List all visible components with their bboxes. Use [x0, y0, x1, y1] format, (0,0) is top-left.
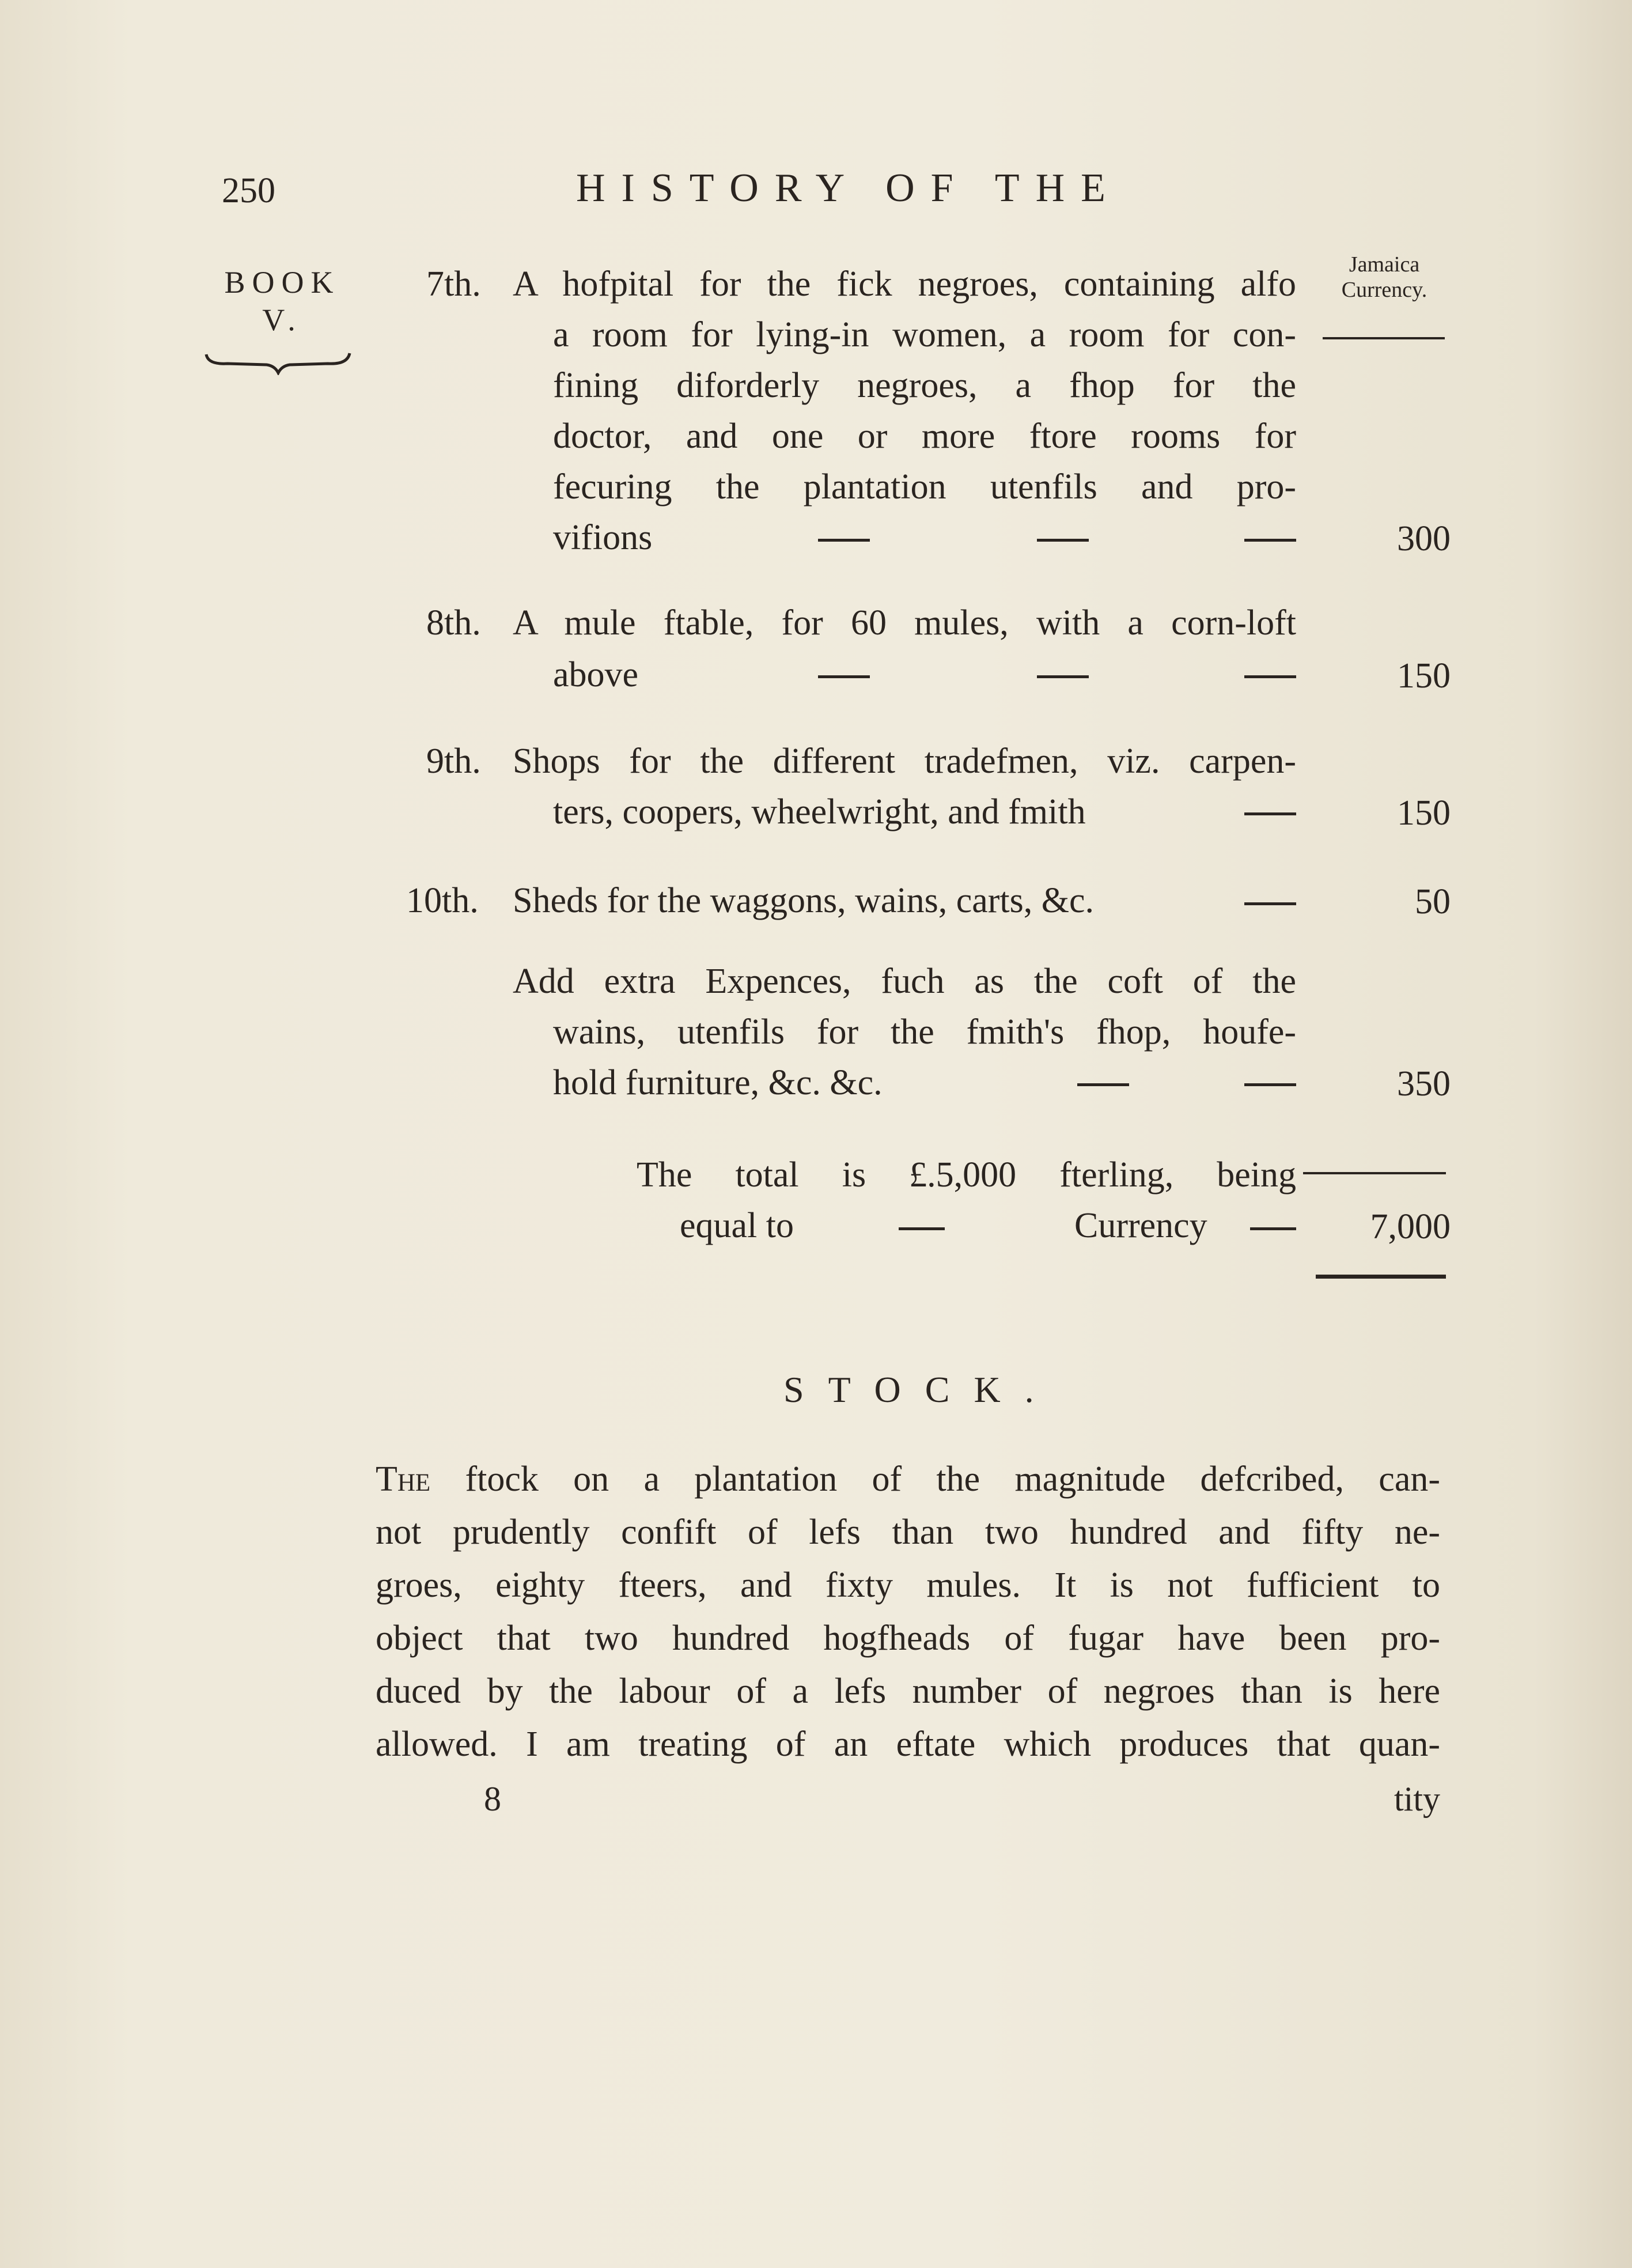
currency-column-header	[1318, 252, 1451, 303]
item-line: fining diforderly negroes, a fhop for the	[553, 368, 1296, 405]
brace-ornament	[205, 349, 351, 375]
item-line: doctor, and one or more ftore rooms for	[553, 418, 1296, 456]
dash-leader	[1244, 1083, 1296, 1086]
item-line: a room for lying-in women, a room for con-	[553, 317, 1296, 354]
item-amount: 150	[1397, 656, 1451, 695]
item-number: 7th.	[426, 264, 481, 304]
page-number: 250	[222, 171, 275, 210]
dash-leader	[1244, 812, 1296, 815]
dash-leader	[1244, 902, 1296, 905]
catchword: tity	[1394, 1780, 1440, 1818]
paragraph-initial-word: The	[376, 1461, 431, 1499]
total-rule-bottom	[1316, 1275, 1446, 1279]
item-line: Shops for the different tradefmen, viz. carpen-	[513, 743, 1296, 781]
dash-leader	[818, 539, 870, 542]
item-line: Sheds for the waggons, wains, carts, &c.	[513, 883, 1095, 920]
dash-leader	[818, 675, 870, 678]
item-line: vifions	[553, 520, 653, 557]
total-rule-top	[1303, 1172, 1446, 1174]
signature-mark: 8	[484, 1780, 501, 1818]
dash-leader	[899, 1227, 945, 1230]
item-line: wains, utenfils for the fmith's fhop, houfe-	[553, 1014, 1296, 1052]
running-title: HISTORY OF THE	[576, 166, 1122, 210]
book-marginal-note	[207, 264, 357, 339]
item-line: A mule ftable, for 60 mules, with a corn-loft	[513, 605, 1296, 642]
total-line: equal to	[680, 1208, 794, 1245]
paragraph-line: object that two hundred hogfheads of fugar have been pro-	[376, 1620, 1440, 1658]
dash-leader	[1244, 539, 1296, 542]
column-header-rule	[1323, 337, 1445, 339]
total-line: The total is £.5,000 fterling, being	[637, 1157, 1296, 1195]
item-line: above	[553, 657, 639, 694]
total-amount: 7,000	[1370, 1207, 1451, 1246]
item-line: A hofpital for the fick negroes, containing alfo	[513, 266, 1296, 304]
dash-leader	[1037, 675, 1089, 678]
dash-leader	[1077, 1083, 1129, 1086]
item-line: Add extra Expences, fuch as the coft of the	[513, 963, 1296, 1001]
item-amount: 50	[1415, 882, 1451, 921]
item-line: hold furniture, &c. &c.	[553, 1065, 883, 1102]
item-number: 8th.	[426, 603, 481, 642]
item-line: ters, coopers, wheelwright, and fmith	[553, 794, 1086, 831]
paragraph-line: not prudently confift of lefs than two hundred and fifty ne-	[376, 1514, 1440, 1552]
paragraph-line: duced by the labour of a lefs number of negroes than is here	[376, 1673, 1440, 1711]
item-amount: 350	[1397, 1064, 1451, 1103]
currency-header-line2: Currency.	[1341, 277, 1427, 302]
dash-leader	[1244, 675, 1296, 678]
paragraph-line	[376, 1461, 1440, 1503]
item-number: 10th.	[406, 881, 479, 920]
dash-leader	[1250, 1227, 1296, 1230]
book-label: BOOK	[224, 265, 340, 300]
item-amount: 150	[1397, 793, 1451, 833]
total-currency-label: Currency	[1074, 1208, 1207, 1245]
currency-header-line1: Jamaica	[1349, 252, 1420, 277]
book-number: V.	[262, 302, 302, 337]
section-heading: STOCK.	[783, 1369, 1058, 1410]
dash-leader	[1037, 539, 1089, 542]
paragraph-line-text: ftock on a plantation of the magnitude defcribed, can-	[430, 1461, 1440, 1499]
paragraph-line: allowed. I am treating of an eftate which produces that quan-	[376, 1726, 1440, 1764]
paragraph-line: groes, eighty fteers, and fixty mules. It is not fufficient to	[376, 1567, 1440, 1605]
item-number: 9th.	[426, 742, 481, 781]
item-line: fecuring the plantation utenfils and pro-	[553, 469, 1296, 506]
item-amount: 300	[1397, 519, 1451, 558]
